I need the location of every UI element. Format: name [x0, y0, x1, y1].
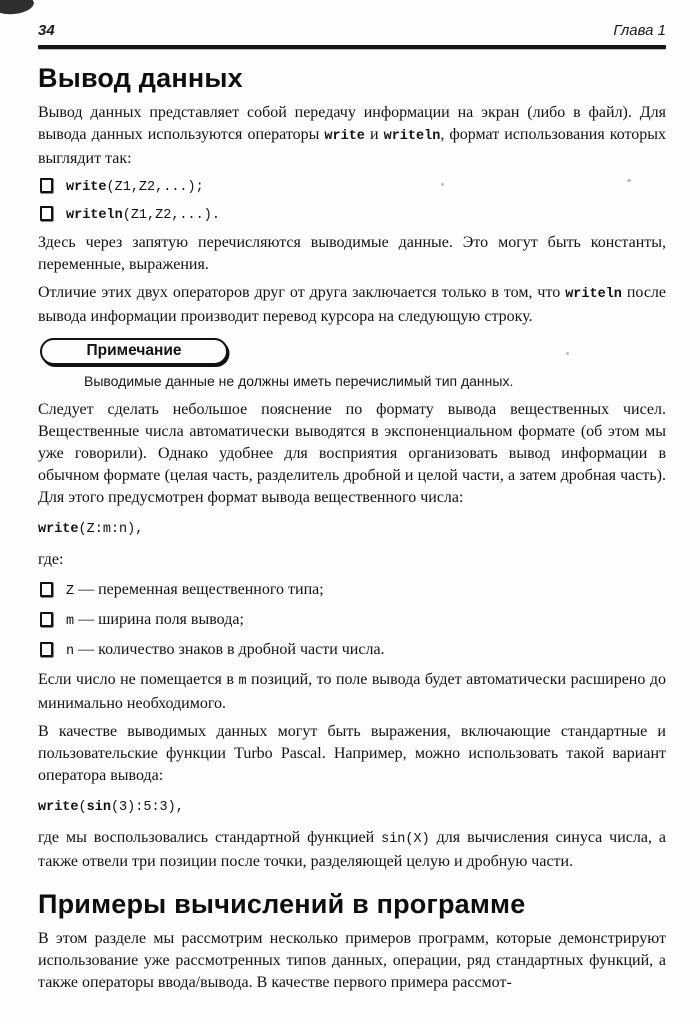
list-item-text: m — ширина поля вывода; — [66, 611, 244, 629]
checkbox-bullet-icon — [40, 206, 53, 221]
note-label-pill — [40, 338, 228, 365]
paragraph-intro: Вывод данных представляет собой передачу информации на экран (либо в файл). Для вывода данных используются операторы write и writeln, формат использования которых выглядит так: — [38, 104, 667, 167]
note-text: Выводимые данные не должны иметь перечислимый тип данных. — [84, 373, 514, 389]
scan-speck — [627, 179, 631, 182]
list-item-text: Z — переменная вещественного типа; — [66, 581, 324, 599]
list-item-param-n — [38, 639, 666, 663]
scan-speck — [566, 352, 569, 355]
paragraph-sin-explanation: где мы воспользовались стандартной функцией sin(X) для вычисления синуса числа, а также отвели три позиции после точки, разделяющей целую и дробную части. — [38, 829, 666, 870]
page-header — [38, 22, 666, 39]
paragraph-difference: Отличие этих двух операторов друг от друга заключается только в том, что writeln после вывода информации производит перевод курсора на следующую строку. — [38, 284, 667, 325]
where-label: где: — [38, 551, 64, 568]
section-title-examples: Примеры вычислений в программе — [38, 889, 526, 919]
checkbox-bullet-icon — [40, 642, 53, 657]
list-item-text: n — количество знаков в дробной части числа. — [66, 641, 385, 659]
paragraph-listed-data: Здесь через запятую перечисляются выводимые данные. Это могут быть константы, переменные, выражения. — [38, 234, 666, 273]
page-number: 34 — [38, 22, 55, 39]
code-line-sin-example: write(sin(3):5:3), — [38, 800, 184, 815]
list-item-text: write(Z1,Z2,...); — [66, 180, 204, 195]
section-title-output: Вывод данных — [38, 63, 243, 93]
paragraph-field-width: Если число не помещается в m позиций, то поле вывода будет автоматически расширено до минимально необходимого. — [38, 671, 666, 712]
header-rule — [38, 45, 666, 49]
code-line-format: write(Z:m:n), — [38, 522, 144, 537]
paragraph-real-format: Следует сделать небольшое пояснение по формату вывода вещественных чисел. Вещественные числа автоматически выводятся в экспоненциальном формате (об этом мы уже говорили). Однако удобнее для восприятия организовать вывод информации в обычном формате (целая часть, разделитель дробной и целой части, а затем дробная часть). Для этого предусмотрен формат вывода вещественного числа: — [38, 401, 666, 506]
scan-speck — [441, 183, 444, 186]
chapter-label: Глава 1 — [613, 22, 666, 39]
checkbox-bullet-icon — [40, 582, 53, 597]
note-callout — [38, 338, 666, 391]
paragraph-expressions: В качестве выводимых данных могут быть выражения, включающие стандартные и пользовательские функции Turbo Pascal. Например, можно использовать такой вариант оператора вывода: — [38, 723, 666, 784]
paragraph-examples-intro: В этом разделе мы рассмотрим несколько примеров программ, которые демонстрируют использование уже рассмотренных типов данных, операции, ряд стандартных функций, а также операторы ввода/вывода. В качестве первого примера рассмот- — [38, 930, 666, 991]
note-label: Примечание — [86, 342, 182, 359]
scan-blot-artifact — [0, 0, 35, 16]
list-item-write-syntax — [38, 176, 666, 198]
checkbox-bullet-icon — [40, 178, 53, 193]
list-item-param-z — [38, 579, 666, 603]
checkbox-bullet-icon — [40, 612, 53, 627]
list-item-text: writeln(Z1,Z2,...). — [66, 208, 220, 223]
list-item-writeln-syntax — [38, 204, 666, 226]
list-item-param-m — [38, 609, 666, 633]
